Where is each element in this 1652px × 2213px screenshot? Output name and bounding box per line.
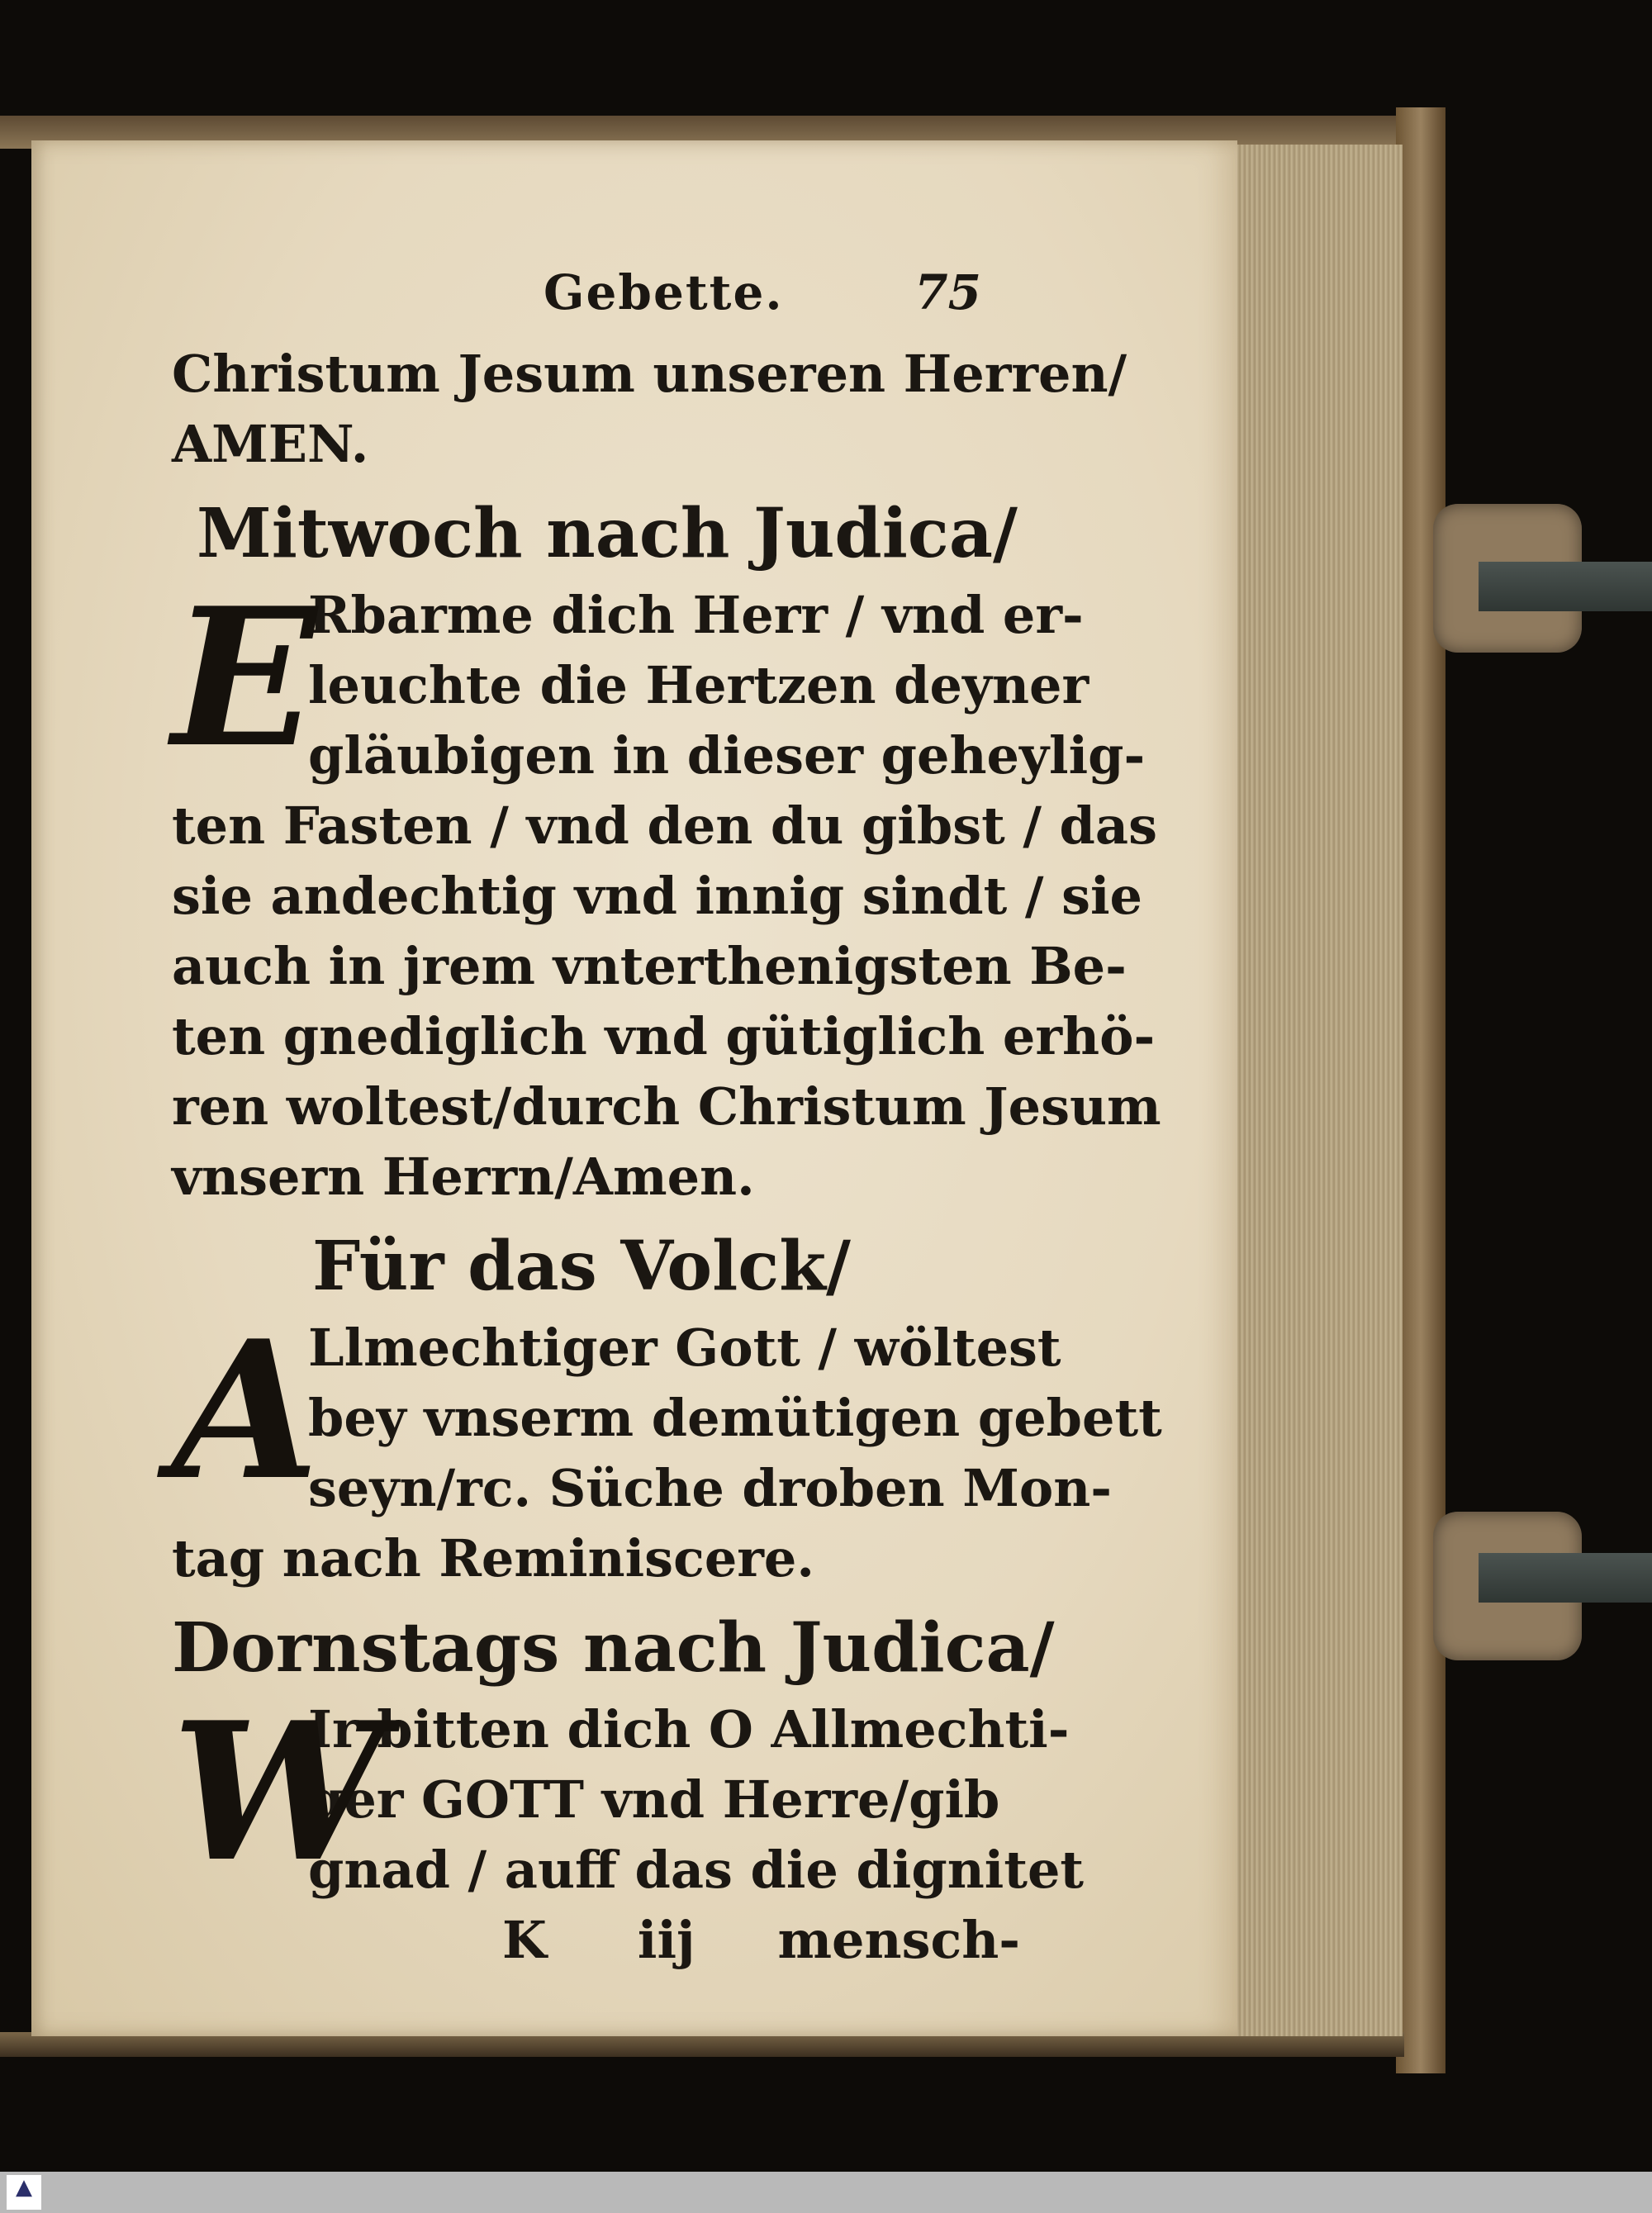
section-heading-mitwoch: Mitwoch nach Judica/ [197,494,1018,573]
clasp-strap-upper [1479,562,1652,611]
text-line: ten gnediglich vnd gütiglich erhö- [172,1006,1156,1066]
text-line: Christum Jesum unseren Herren/ [172,344,1127,404]
prayer-paragraph-3 [172,1681,1085,1905]
text-line: seyn/rc. Süche droben Mon- [308,1458,1113,1518]
text-line: gläubigen in dieser geheylig- [308,725,1146,786]
text-line: Rbarme dich Herr / vnd er- [308,585,1084,645]
library-logo-icon[interactable]: ▲ [7,2175,41,2210]
text-line: bey vnserm demütigen gebett [308,1388,1162,1448]
running-head [172,264,981,339]
page-text [172,264,1162,1975]
text-line: Ir bitten dich O Allmechti- [308,1699,1070,1759]
text-line: auch in jrem vnterthenigsten Be- [172,936,1127,996]
text-line: AMEN. [172,414,369,474]
clasp-strap-lower [1479,1553,1652,1603]
drop-initial: W [172,1681,386,1904]
page-number: 75 [914,264,981,321]
text-line: vnsern Herrn/Amen. [172,1147,755,1207]
running-title: Gebette. [544,264,784,321]
book-page [31,140,1237,2036]
text-line: tag nach Reminiscere. [172,1528,814,1589]
page-edges [1237,145,1403,2036]
section-heading-volck: Für das Volck/ [312,1227,851,1306]
book-cover-right [1396,107,1446,2073]
text-line: gnad / auff das die dignitet [308,1840,1085,1900]
signature-line [172,1905,1021,1975]
text-line: sie andechtig vnd innig sindt / sie [172,866,1142,926]
prayer-paragraph-2 [172,1299,1162,1593]
text-line: ger GOTT vnd Herre/gib [308,1769,1000,1830]
text-line: ten Fasten / vnd den du gibst / das [172,795,1157,856]
signature-number: iij [637,1910,695,1970]
catchword: mensch- [777,1910,1021,1970]
drop-initial: E [172,567,317,790]
signature-mark: K [502,1910,547,1970]
text-line: Llmechtiger Gott / wöltest [308,1318,1061,1378]
text-line: ren woltest/durch Christum Jesum [172,1076,1161,1137]
text-line: leuchte die Hertzen deyner [308,655,1089,715]
prayer-paragraph-1 [172,567,1161,1212]
viewer-footer [0,2172,1652,2213]
drop-initial: A [172,1299,320,1522]
section-heading-dornstags: Dornstags nach Judica/ [172,1608,1055,1688]
